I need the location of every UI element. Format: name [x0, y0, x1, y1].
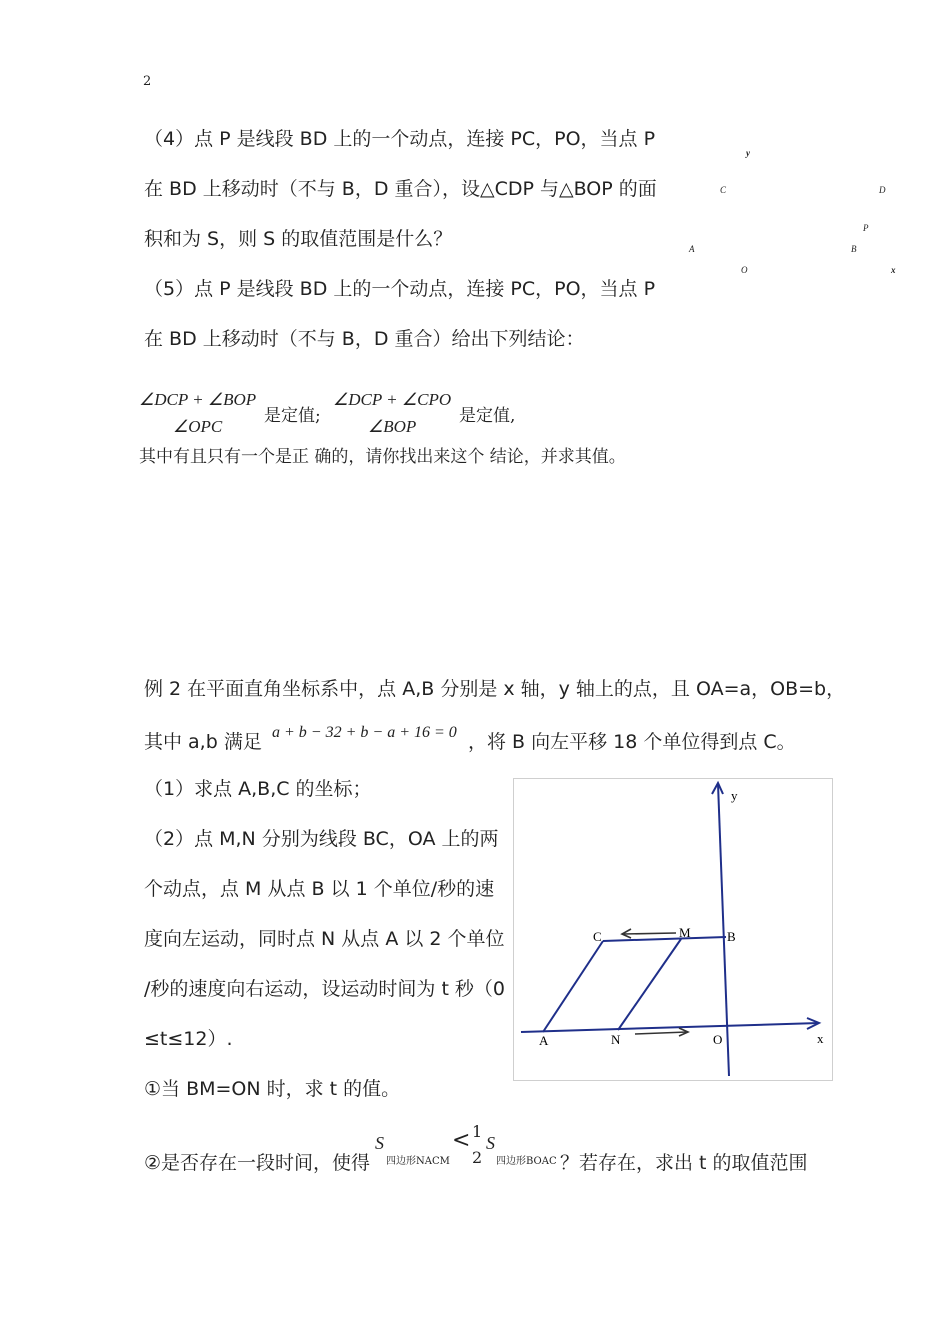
- example2-line2-suffix: ，将 B 向左平移 18 个单位得到点 C。: [468, 731, 796, 753]
- fig2-label-m: M: [679, 925, 691, 940]
- example2-line1: 例 2 在平面直角坐标系中，点 A,B 分别是 x 轴，y 轴上的点，且 OA=a，OB=b，: [144, 678, 846, 700]
- ineq-frac-num: 1: [472, 1122, 483, 1141]
- fig2-label-c: C: [593, 929, 602, 944]
- q5-conclusion: 其中有且只有一个是正 确的，请你找出来这个 结论，并求其值。: [139, 447, 626, 467]
- example2-part2-line1: （2）点 M,N 分别为线段 BC，OA 上的两: [144, 828, 499, 850]
- example2-part2-line5: ≤t≤12）.: [144, 1028, 233, 1050]
- figure-border: [514, 779, 833, 1081]
- small-fig-label-c: C: [720, 185, 727, 195]
- arrow-m-left: [623, 933, 676, 934]
- ineq-s1-sub: 四边形NACM: [386, 1156, 450, 1167]
- small-fig-label-d: D: [879, 185, 886, 195]
- fig2-label-b: B: [727, 929, 736, 944]
- small-fig-label-a: A: [689, 244, 695, 254]
- ineq-s2-sub: 四边形BOAC: [496, 1156, 557, 1167]
- example2-part2-line4: /秒的速度向右运动，设运动时间为 t 秒（0: [144, 978, 506, 1000]
- small-fig-label-p: P: [863, 223, 869, 233]
- fig2-label-a: A: [539, 1033, 549, 1048]
- example2-part2-line2: 个动点，点 M 从点 B 以 1 个单位/秒的速: [144, 878, 495, 900]
- ineq-frac-den: 2: [472, 1148, 483, 1167]
- formula-1-denominator: ∠OPC: [173, 417, 223, 436]
- small-fig-label-b: B: [851, 244, 857, 254]
- example2-sub2-suffix: ？若存在，求出 t 的取值范围: [560, 1152, 808, 1174]
- fig2-label-o: O: [713, 1032, 723, 1047]
- ineq-s2: S: [486, 1133, 495, 1153]
- q4-line1: （4）点 P 是线段 BD 上的一个动点，连接 PC，PO，当点 P: [144, 128, 656, 150]
- example2-sub1: ①当 BM=ON 时，求 t 的值。: [144, 1078, 401, 1100]
- q4-line3: 积和为 S，则 S 的取值范围是什么？: [144, 228, 453, 250]
- formula-1-suffix: 是定值;: [264, 406, 321, 426]
- page-number: 2: [143, 74, 152, 89]
- formula-1-numerator: ∠DCP + ∠BOP: [139, 390, 257, 409]
- fig2-label-n: N: [611, 1032, 621, 1047]
- formula-2-denominator: ∠BOP: [368, 417, 417, 436]
- example2-equation: a + b − 32 + b − a + 16 = 0: [272, 724, 457, 741]
- formula-2-numerator: ∠DCP + ∠CPO: [333, 390, 452, 409]
- ineq-s1: S: [375, 1133, 384, 1153]
- small-fig-label-o: O: [741, 265, 748, 275]
- example2-line2-prefix: 其中 a,b 满足: [144, 731, 262, 753]
- example2-sub2-prefix: ②是否存在一段时间，使得: [144, 1152, 371, 1174]
- formula-2-suffix: 是定值,: [459, 406, 516, 426]
- q4-line2: 在 BD 上移动时（不与 B，D 重合），设△CDP 与△BOP 的面: [144, 178, 657, 200]
- fig2-label-x: x: [817, 1031, 824, 1046]
- q5-line1: （5）点 P 是线段 BD 上的一个动点，连接 PC，PO，当点 P: [144, 278, 656, 300]
- coordinate-figure: [513, 778, 833, 1082]
- small-fig-label-y: y: [746, 148, 750, 158]
- example2-part1: （1）求点 A,B,C 的坐标；: [144, 778, 372, 800]
- q5-line2: 在 BD 上移动时（不与 B，D 重合）给出下列结论：: [144, 328, 585, 350]
- ineq-lt: <: [452, 1128, 471, 1153]
- small-fig-label-x: x: [891, 265, 896, 275]
- fig2-label-y: y: [731, 788, 738, 803]
- example2-part2-line3: 度向左运动，同时点 N 从点 A 以 2 个单位: [144, 928, 505, 950]
